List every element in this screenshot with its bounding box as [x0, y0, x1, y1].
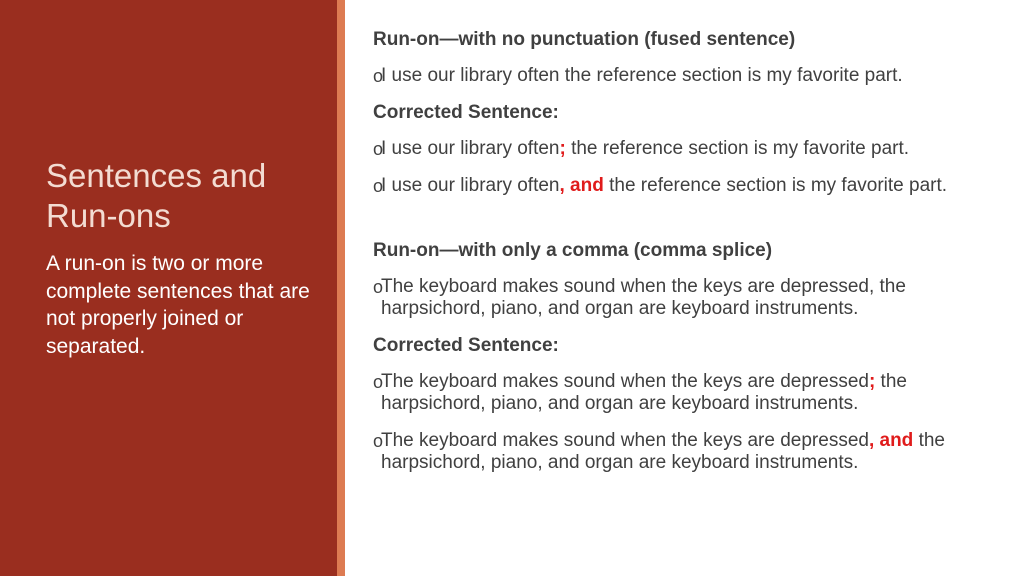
- bullet-marker: o: [373, 66, 384, 86]
- slide-title: Sentences and Run-ons: [46, 157, 267, 234]
- correction-text-end: the reference section is my favorite part.: [603, 175, 948, 196]
- correction-text-end: the harpsichord, piano, and organ are keyboard instruments.: [381, 371, 907, 414]
- example-text: I use our library often the reference section is my favorite part.: [381, 65, 903, 86]
- section-spacer: [373, 212, 1003, 240]
- correction-text-start: The keyboard makes sound when the keys are depressed: [381, 430, 869, 451]
- correction-bullet-semicolon: [373, 371, 1003, 415]
- title-panel: [0, 0, 337, 576]
- correction-text-end: the reference section is my favorite part.: [565, 138, 910, 159]
- highlighted-punctuation: ;: [559, 138, 566, 159]
- correction-bullet-conjunction: [373, 175, 1003, 197]
- highlighted-conjunction: , and: [559, 175, 604, 196]
- corrected-heading-comma-splice: Corrected Sentence:: [373, 335, 559, 356]
- highlighted-punctuation: ;: [868, 371, 876, 392]
- bullet-marker: o: [373, 176, 384, 196]
- correction-bullet-semicolon: [373, 138, 1003, 160]
- corrected-heading-fused: Corrected Sentence:: [373, 102, 559, 123]
- bullet-marker: o: [373, 139, 384, 159]
- correction-text-start: The keyboard makes sound when the keys are depressed: [381, 371, 869, 392]
- highlighted-conjunction: , and: [868, 430, 914, 451]
- bullet-marker: o: [373, 277, 384, 297]
- example-text: The keyboard makes sound when the keys are depressed, the harpsichord, piano, and organ are keyboard instruments.: [381, 276, 906, 319]
- correction-text-start: I use our library often: [381, 138, 560, 159]
- section-heading-fused: Run-on—with no punctuation (fused sentence): [373, 29, 796, 50]
- section-heading-comma-splice: Run-on—with only a comma (comma splice): [373, 240, 773, 261]
- accent-divider: [337, 0, 345, 576]
- correction-bullet-conjunction: [373, 430, 1003, 474]
- bullet-marker: o: [373, 431, 384, 451]
- bullet-marker: o: [373, 372, 384, 392]
- slide-subtitle: A run-on is two or more complete sentences that are not properly joined or separated.: [46, 252, 310, 358]
- correction-text-end: the harpsichord, piano, and organ are keyboard instruments.: [381, 430, 945, 473]
- example-bullet-fused: [373, 65, 1003, 87]
- content-area: [373, 29, 1003, 489]
- correction-text-start: I use our library often: [381, 175, 560, 196]
- example-bullet-comma-splice: [373, 276, 1003, 320]
